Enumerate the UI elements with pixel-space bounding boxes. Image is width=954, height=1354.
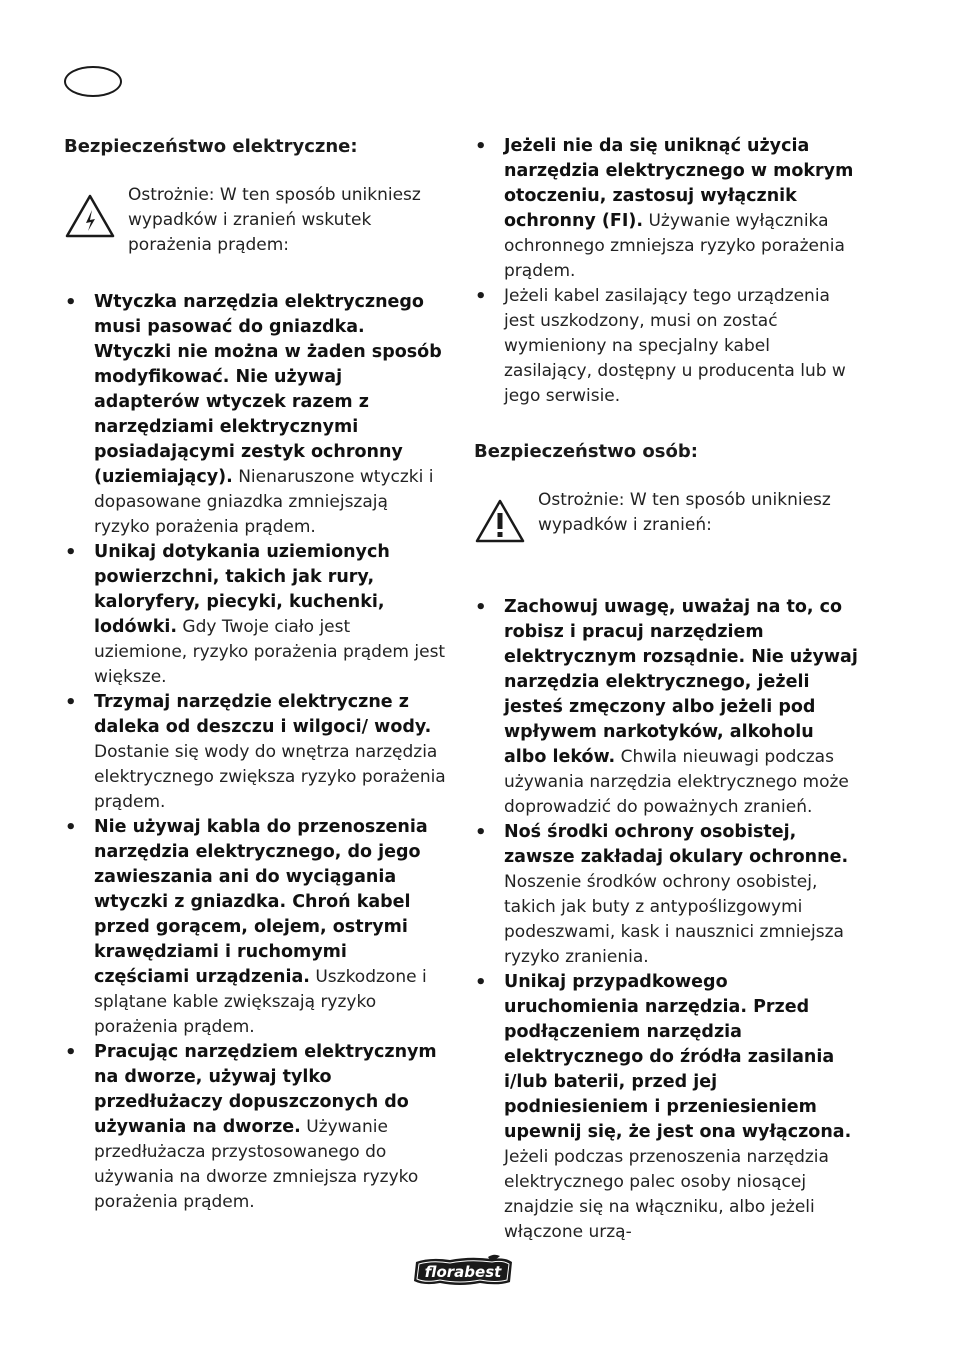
left-column	[64, 134, 448, 1215]
list-item-text: Jeżeli podczas przenoszenia narzędzia elektrycznego palec osoby niosącej znajdzie się na włączniku, albo jeżeli włączone urzą-	[504, 1147, 829, 1242]
list-item-bold-text: Noś środki ochrony osobistej, zawsze zakładaj okulary ochronne.	[504, 822, 849, 867]
language-badge	[64, 66, 122, 97]
electrical-safety-list	[64, 290, 448, 1215]
list-item-bold-text: Trzymaj narzędzie elektryczne z daleka od deszczu i wilgoci/ wody.	[94, 692, 432, 737]
list-item-text: Dostanie się wody do wnętrza narzędzia elektrycznego zwiększa ryzyko porażenia prądem.	[94, 742, 446, 812]
list-item-bold-text: Wtyczka narzędzia elektrycznego musi pasować do gniazdka. Wtyczki nie można w żaden sposób modyfikować. Nie używaj adapterów wtyczek razem z narzędziami elektrycznymi posiadającymi zestyk ochronny (uziemiający).	[94, 292, 442, 487]
list-item	[64, 815, 448, 1040]
list-item-bold-text: Nie używaj kabla do przenoszenia narzędzia elektrycznego, do jego zawieszania ani do wyciągania wtyczki z gniazdka. Chroń kabel przed gorącem, olejem, ostrymi krawędziami i ruchomymi częściami urządzenia.	[94, 817, 428, 987]
list-item-bold-text: Unikaj dotykania uziemionych powierzchni, takich jak rury, kaloryfery, piecyki, kuchenki, lodówki.	[94, 542, 390, 637]
list-item	[64, 290, 448, 540]
personal-safety-list	[474, 595, 862, 1245]
list-item	[64, 690, 448, 815]
list-item-bold-text: Zachowuj uwagę, uważaj na to, co robisz i pracuj narzędziem elektrycznym rozsądnie. Nie używaj narzędzia elektrycznego, jeżeli jesteś zmęczony albo jeżeli pod wpływem narkotyków, alkoholu albo leków.	[504, 597, 858, 767]
list-item	[64, 1040, 448, 1215]
high-voltage-warning-icon	[64, 193, 116, 239]
electrical-safety-list-continued	[474, 134, 862, 409]
exclamation-warning-icon	[474, 498, 526, 544]
list-item	[474, 284, 862, 409]
list-item-bold-text: Pracując narzędziem elektrycznym na dworze, używaj tylko przedłużaczy dopuszczonych do używania na dworze.	[94, 1042, 437, 1137]
section-heading-personal: Bezpieczeństwo osób:	[474, 441, 698, 462]
florabest-logo	[410, 1254, 516, 1292]
warning-text: Ostrożnie: W ten sposób unikniesz wypadków i zranień:	[538, 490, 831, 535]
list-item-text: Noszenie środków ochrony osobistej, takich jak buty z antypoślizgowymi podeszwami, kask i nausznici zmniejsza ryzyko zranienia.	[504, 872, 844, 967]
list-item-text: Używanie wyłącznika ochronnego zmniejsza ryzyko porażenia prądem.	[504, 211, 845, 281]
list-item-text: Chwila nieuwagi podczas używania narzędzia elektrycznego może doprowadzić do poważnych zranień.	[504, 747, 849, 817]
warning-block-electrical	[64, 183, 448, 258]
list-item	[474, 134, 862, 284]
list-item-text: Nienaruszone wtyczki i dopasowane gniazdka zmniejszają ryzyko porażenia prądem.	[94, 467, 434, 537]
list-item	[474, 595, 862, 820]
list-item-text: Używanie przedłużacza przystosowanego do używania na dworze zmniejsza ryzyko porażenia prądem.	[94, 1117, 419, 1212]
list-item-bold-text: Unikaj przypadkowego uruchomienia narzędzia. Przed podłączeniem narzędzia elektrycznego do źródła zasilania i/lub baterii, przed jej podniesieniem i przeniesieniem upewnij się, że jest ona wyłączona.	[504, 972, 852, 1142]
right-column	[474, 134, 862, 1245]
list-item-text: Gdy Twoje ciało jest uziemione, ryzyko porażenia prądem jest większe.	[94, 617, 446, 687]
list-item	[64, 540, 448, 690]
list-item-bold-text: Jeżeli nie da się uniknąć użycia narzędzia elektrycznego w mokrym otoczeniu, zastosuj wyłącznik ochronny (FI).	[504, 136, 854, 231]
section-heading-electrical: Bezpieczeństwo elektryczne:	[64, 136, 358, 157]
svg-text:florabest: florabest	[424, 1263, 502, 1281]
list-item-text: Uszkodzone i splątane kable zwiększają ryzyko porażenia prądem.	[94, 967, 427, 1037]
list-item-text: Jeżeli kabel zasilający tego urządzenia jest uszkodzony, musi on zostać wymieniony na specjalny kabel zasilający, dostępny u producenta lub w jego serwisie.	[504, 286, 846, 406]
warning-block-personal	[474, 488, 862, 563]
list-item	[474, 820, 862, 970]
warning-text: Ostrożnie: W ten sposób unikniesz wypadków i zranień wskutek porażenia prądem:	[128, 185, 421, 255]
list-item	[474, 970, 862, 1245]
